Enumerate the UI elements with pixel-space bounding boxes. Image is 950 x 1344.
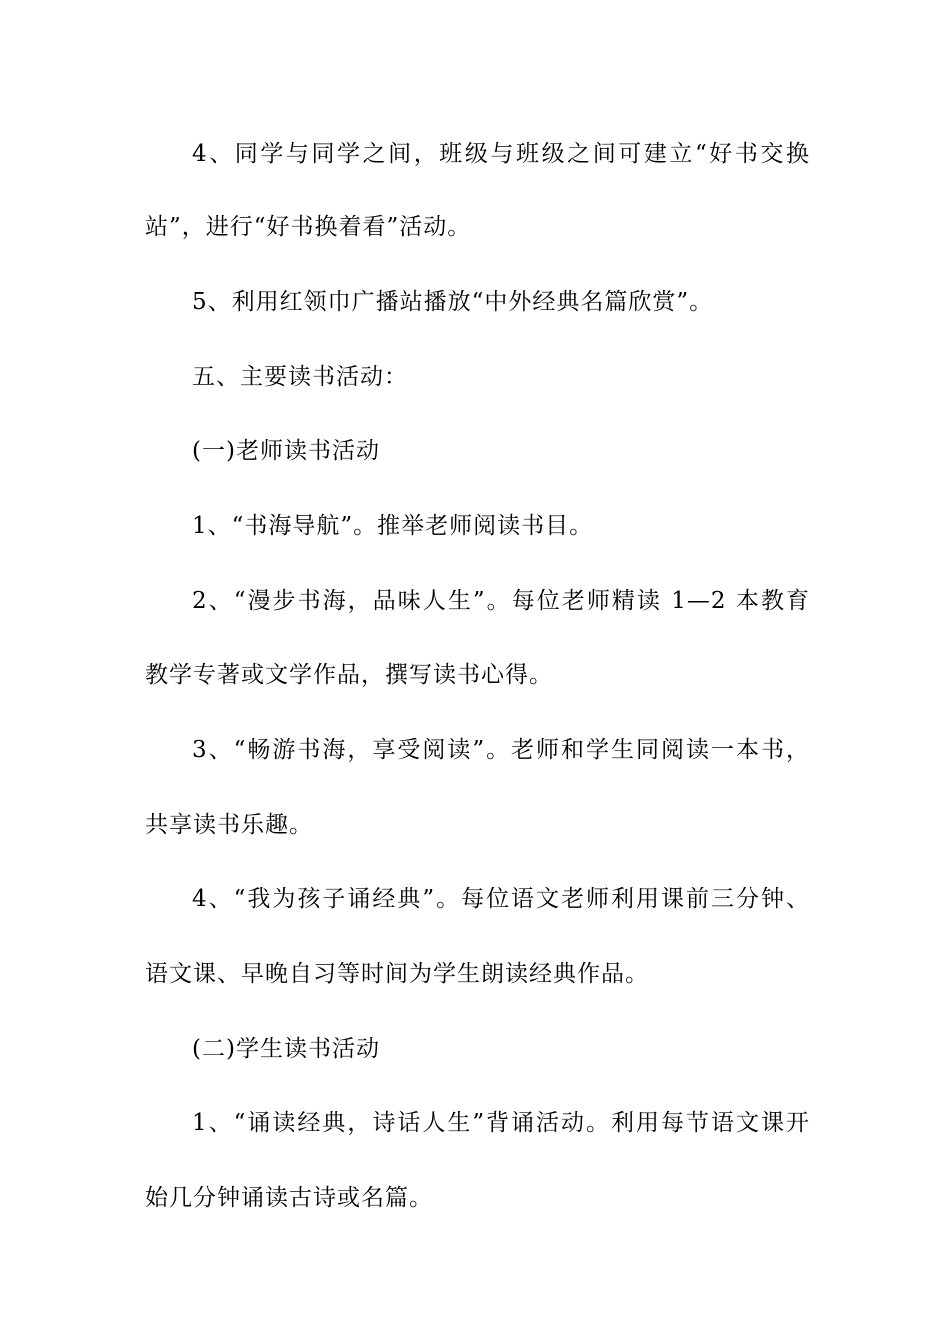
paragraph-line: 始几分钟诵读古诗或名篇。 xyxy=(145,1185,433,1211)
paragraph-line: 站”，进行“好书换着看”活动。 xyxy=(145,214,472,240)
paragraph-line: 2、“漫步书海，品味人生”。每位老师精读 1—2 本教育 xyxy=(192,588,810,614)
paragraph-line: 3、“畅游书海，享受阅读”。老师和学生同阅读一本书， xyxy=(192,737,810,763)
paragraph-line: 教学专著或文学作品，撰写读书心得。 xyxy=(145,662,553,688)
paragraph-line: 5、利用红领巾广播站播放“中外经典名篇欣赏”。 xyxy=(192,289,714,315)
paragraph-line: 1、“诵读经典，诗话人生”背诵活动。利用每节语文课开 xyxy=(192,1110,810,1136)
paragraph-line: 1、“书海导航”。推举老师阅读书目。 xyxy=(192,513,594,539)
section-heading: 五、主要读书活动： xyxy=(192,364,408,390)
paragraph-line: 4、同学与同学之间，班级与班级之间可建立“好书交换 xyxy=(192,141,810,167)
paragraph-line: 共享读书乐趣。 xyxy=(145,812,313,838)
subsection-heading: (一)老师读书活动 xyxy=(192,438,380,464)
subsection-heading: (二)学生读书活动 xyxy=(192,1036,380,1062)
paragraph-line: 语文课、早晚自习等时间为学生朗读经典作品。 xyxy=(145,961,649,987)
paragraph-line: 4、“我为孩子诵经典”。每位语文老师利用课前三分钟、 xyxy=(192,886,810,912)
